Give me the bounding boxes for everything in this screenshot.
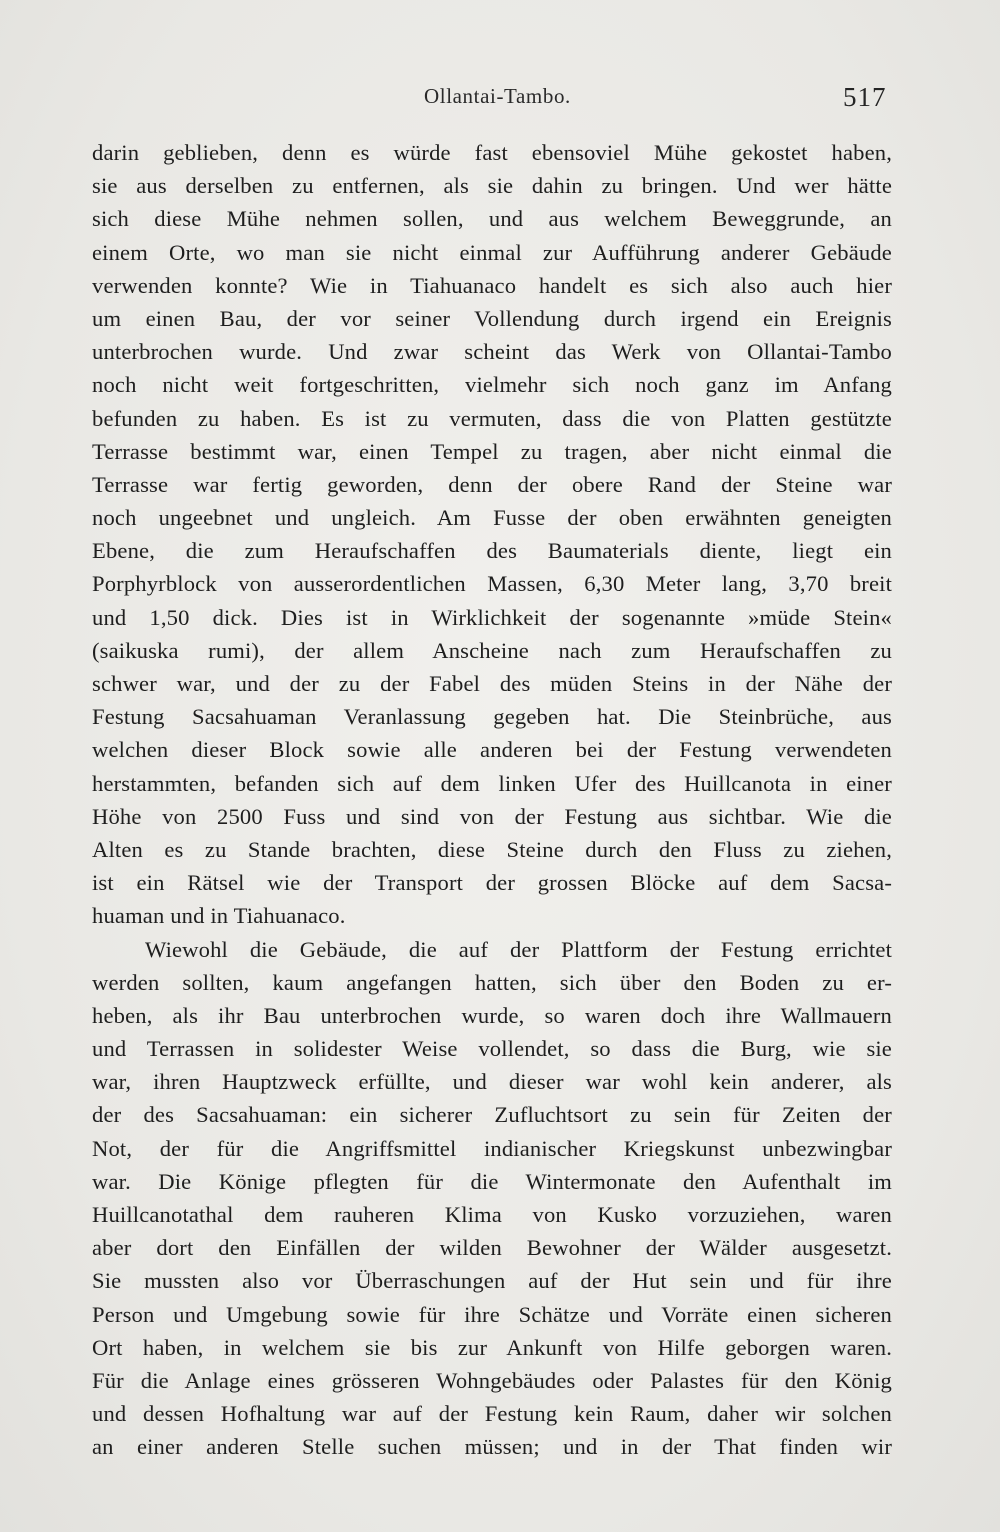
text-line: Huillcanotathal dem rauheren Klima von Kusko vorzuziehen, waren	[92, 1202, 892, 1227]
text-line: welchen dieser Block sowie alle anderen bei der Festung verwendeten	[92, 737, 892, 763]
text-line: Festung Sacsahuaman Veranlassung gegeben hat. Die Steinbrüche, aus	[92, 704, 892, 730]
text-line: (saikuska rumi), der allem Anscheine nach zum Heraufschaffen zu	[92, 637, 892, 663]
text-line: ist ein Rätsel wie der Transport der grossen Blöcke auf dem Sacsa-	[92, 870, 892, 896]
text-line: war, ihren Hauptzweck erfüllte, und dieser war wohl kein anderer, als	[92, 1069, 892, 1095]
text-line: aber dort den Einfällen der wilden Bewohner der Wälder ausgesetzt.	[92, 1235, 892, 1261]
text-line: darin geblieben, denn es würde fast ebensoviel Mühe gekostet haben,	[92, 140, 892, 165]
text-line: huaman und in Tiahuanaco.	[92, 903, 346, 929]
text-line: herstammten, befanden sich auf dem linken Ufer des Huillcanota in einer	[92, 770, 892, 796]
text-line: werden sollten, kaum angefangen hatten, sich über den Boden zu er-	[92, 969, 892, 995]
text-line: Porphyrblock von ausserordentlichen Massen, 6,30 Meter lang, 3,70 breit	[92, 571, 892, 597]
text-line: Terrasse bestimmt war, einen Tempel zu tragen, aber nicht einmal die	[92, 438, 892, 464]
text-line: schwer war, und der zu der Fabel des müden Steins in der Nähe der	[92, 671, 892, 696]
text-line: Wiewohl die Gebäude, die auf der Plattform der Festung errichtet	[145, 936, 892, 962]
text-line: Terrasse war fertig geworden, denn der obere Rand der Steine war	[92, 471, 892, 497]
text-line: und dessen Hofhaltung war auf der Festung kein Raum, daher wir solchen	[92, 1401, 892, 1427]
text-line: Not, der für die Angriffsmittel indianischer Kriegskunst unbezwingbar	[92, 1135, 892, 1161]
text-line: unterbrochen wurde. Und zwar scheint das Werk von Ollantai-Tambo	[92, 339, 892, 365]
text-line: war. Die Könige pflegten für die Wintermonate den Aufenthalt im	[92, 1168, 892, 1194]
text-line: Für die Anlage eines grösseren Wohngebäudes oder Palastes für den König	[92, 1367, 892, 1393]
running-head-title: Ollantai-Tambo.	[424, 84, 571, 108]
text-line: sich diese Mühe nehmen sollen, und aus welchem Beweggrunde, an	[92, 206, 892, 232]
text-line: Höhe von 2500 Fuss und sind von der Festung aus sichtbar. Wie die	[92, 803, 892, 829]
text-line: um einen Bau, der vor seiner Vollendung durch irgend ein Ereignis	[92, 305, 892, 331]
text-line: der des Sacsahuaman: ein sicherer Zufluchtsort zu sein für Zeiten der	[92, 1102, 892, 1128]
text-line: und 1,50 dick. Dies ist in Wirklichkeit der sogenannte »müde Stein«	[92, 604, 892, 630]
text-line: sie aus derselben zu entfernen, als sie dahin zu bringen. Und wer hätte	[92, 173, 892, 199]
running-head	[0, 84, 1000, 114]
text-line: verwenden konnte? Wie in Tiahuanaco handelt es sich also auch hier	[92, 272, 892, 298]
text-line: heben, als ihr Bau unterbrochen wurde, so waren doch ihre Wallmauern	[92, 1002, 892, 1028]
text-line: noch nicht weit fortgeschritten, vielmehr sich noch ganz im Anfang	[92, 372, 892, 398]
text-line: Alten es zu Stande brachten, diese Steine durch den Fluss zu ziehen,	[92, 836, 892, 862]
text-line: und Terrassen in solidester Weise vollendet, so dass die Burg, wie sie	[92, 1036, 892, 1062]
page-number: 517	[843, 82, 887, 112]
body-text	[92, 136, 892, 1464]
text-line: an einer anderen Stelle suchen müssen; und in der That finden wir	[92, 1434, 892, 1460]
text-line: Ebene, die zum Heraufschaffen des Baumaterials diente, liegt ein	[92, 538, 892, 564]
text-line: Person und Umgebung sowie für ihre Schätze und Vorräte einen sicheren	[92, 1301, 892, 1327]
text-line: Ort haben, in welchem sie bis zur Ankunft von Hilfe geborgen waren.	[92, 1334, 892, 1360]
text-line: einem Orte, wo man sie nicht einmal zur Aufführung anderer Gebäude	[92, 239, 892, 265]
text-line: Sie mussten also vor Überraschungen auf der Hut sein und für ihre	[92, 1268, 892, 1294]
text-line: befunden zu haben. Es ist zu vermuten, dass die von Platten gestützte	[92, 405, 892, 431]
text-line: noch ungeebnet und ungleich. Am Fusse der oben erwähnten geneigten	[92, 505, 892, 531]
